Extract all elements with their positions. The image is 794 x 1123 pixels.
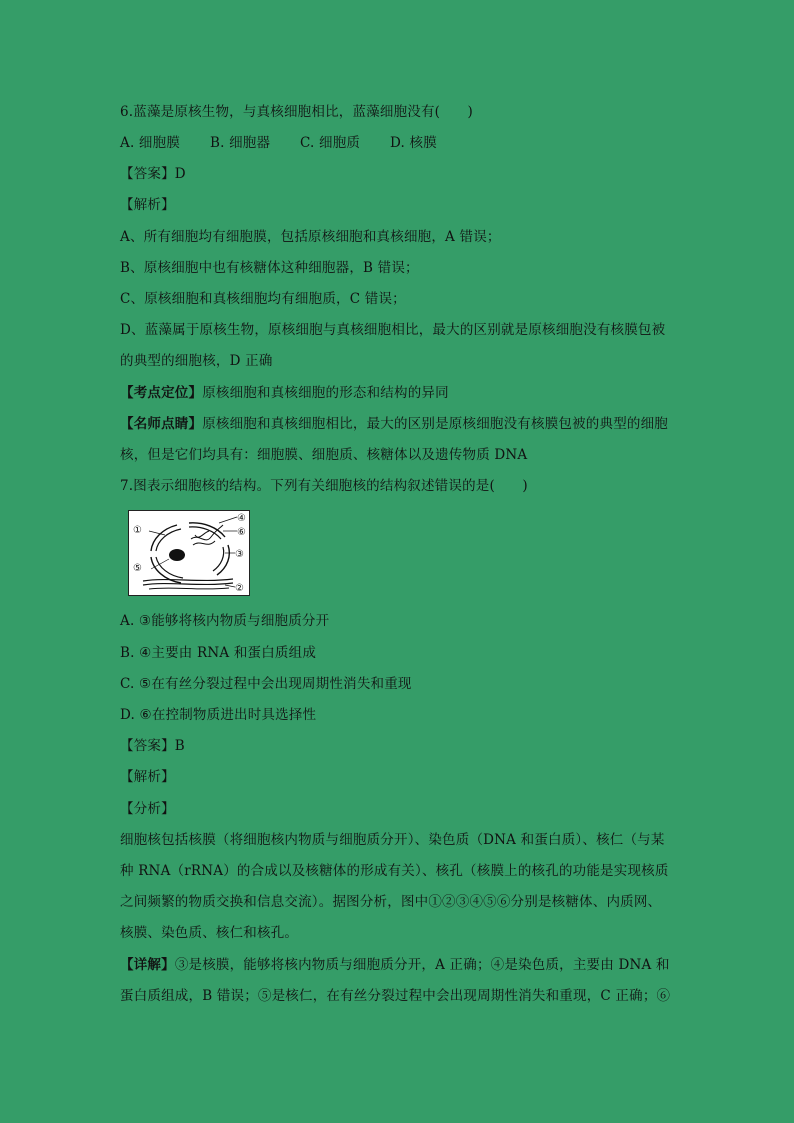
q7-xiangjie-text-1: ③是核膜，能够将核内物质与细胞质分开，A 正确；④是染色质，主要由 DNA 和: [174, 957, 670, 973]
q7-fenxi-title: 【分析】: [120, 801, 175, 817]
q7-option-a: A. ③能够将核内物质与细胞质分开: [120, 613, 330, 629]
q7-option-b: B. ④主要由 RNA 和蛋白质组成: [120, 645, 317, 661]
figure-label-5: ⑤: [133, 563, 142, 574]
q6-option-d: D. 核膜: [390, 135, 437, 151]
q6-mingshi-label: 【名师点睛】: [120, 416, 203, 432]
q6-mingshi-text-2: 核，但是它们均具有：细胞膜、细胞质、核糖体以及遗传物质 DNA: [120, 447, 528, 463]
q6-option-b: B. 细胞器: [210, 135, 271, 151]
q7-fenxi-2: 种 RNA（rRNA）的合成以及核糖体的形成有关）、核孔（核膜上的核孔的功能是实现核质: [120, 863, 669, 879]
q6-options: [120, 134, 437, 152]
q7-xiangjie: [120, 956, 670, 974]
q6-stem: 6.蓝藻是原核生物，与真核细胞相比，蓝藻细胞没有( ): [120, 104, 474, 120]
q6-analysis-b: B、原核细胞中也有核糖体这种细胞器，B 错误；: [120, 260, 419, 276]
figure-label-6: ⑥: [237, 527, 246, 538]
nucleus-figure: [128, 510, 250, 596]
q7-fenxi-3: 之间频繁的物质交换和信息交流）。据图分析，图中①②③④⑤⑥分别是核糖体、内质网、: [120, 894, 662, 910]
q6-kaodian-label: 【考点定位】: [120, 385, 203, 401]
q6-option-a: A. 细胞膜: [120, 135, 181, 151]
q6-kaodian: [120, 384, 449, 402]
q6-mingshi-text-1: 原核细胞和真核细胞相比，最大的区别是原核细胞没有核膜包被的典型的细胞: [202, 416, 669, 432]
q7-answer: 【答案】B: [120, 738, 185, 754]
q6-analysis-d: D、蓝藻属于原核生物，原核细胞与真核细胞相比，最大的区别就是原核细胞没有核膜包被: [120, 322, 666, 338]
nucleus-diagram: [129, 511, 249, 595]
figure-label-2: ②: [235, 583, 244, 594]
q7-stem: 7.图表示细胞核的结构。下列有关细胞核的结构叙述错误的是( ): [120, 478, 528, 494]
q6-option-c: C. 细胞质: [300, 135, 361, 151]
figure-label-3: ③: [235, 549, 244, 560]
q6-kaodian-text: 原核细胞和真核细胞的形态和结构的异同: [202, 385, 449, 401]
q6-analysis-title: 【解析】: [120, 197, 175, 213]
q6-answer: 【答案】D: [120, 166, 186, 182]
q7-option-d: D. ⑥在控制物质进出时具选择性: [120, 707, 317, 723]
q6-mingshi: [120, 415, 668, 433]
q6-analysis-d-cont: 的典型的细胞核，D 正确: [120, 353, 273, 369]
q6-analysis-a: A、所有细胞均有细胞膜，包括原核细胞和真核细胞，A 错误；: [120, 229, 501, 245]
q7-option-c: C. ⑤在有丝分裂过程中会出现周期性消失和重现: [120, 676, 412, 692]
figure-label-1: ①: [133, 525, 142, 536]
q6-analysis-c: C、原核细胞和真核细胞均有细胞质，C 错误；: [120, 291, 406, 307]
figure-label-4: ④: [237, 513, 246, 524]
q7-analysis-title: 【解析】: [120, 769, 175, 785]
q7-xiangjie-label: 【详解】: [120, 957, 175, 973]
q7-fenxi-4: 核膜、染色质、核仁和核孔。: [120, 925, 299, 941]
q7-fenxi-1: 细胞核包括核膜（将细胞核内物质与细胞质分开）、染色质（DNA 和蛋白质）、核仁（与某: [120, 832, 665, 848]
q7-xiangjie-text-2: 蛋白质组成，B 错误；⑤是核仁，在有丝分裂过程中会出现周期性消失和重现，C 正确；⑥: [120, 988, 671, 1004]
